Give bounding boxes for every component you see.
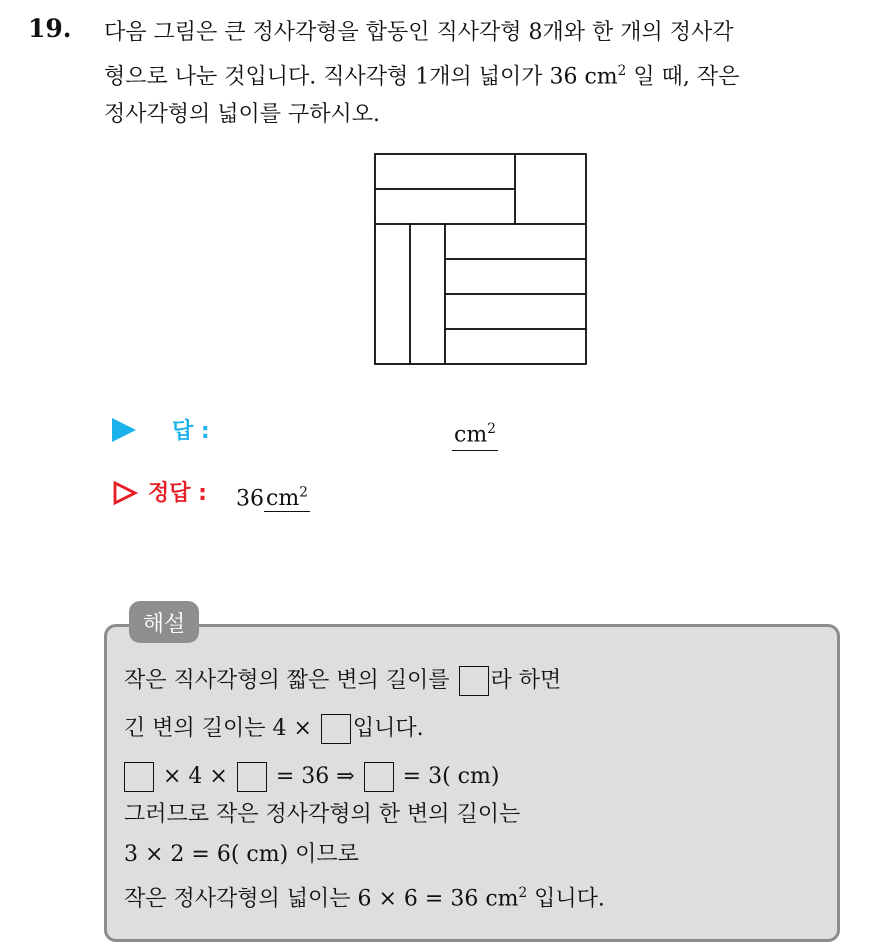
answer-input-unit[interactable]: $cm^2$	[452, 414, 498, 451]
answer-row	[112, 414, 532, 448]
question-line-3: 정사각형의 넓이를 구하시오.	[104, 102, 381, 128]
square-figure	[374, 153, 588, 367]
rect-horizontal-1	[445, 224, 586, 259]
correct-arrow-icon	[112, 480, 138, 506]
blank-box	[321, 714, 351, 744]
question-line-2: 형으로 나눈 것입니다. 직사각형 1개의 넓이가 36 $cm^2$ 일 때, 작은	[104, 63, 740, 90]
question-number: 19.	[28, 14, 72, 43]
explanation-line-6: 작은 정사각형의 넓이는 6 × 6 = 36 $cm^2$ 입니다.	[124, 885, 605, 912]
explanation-line-2: 긴 변의 길이는 4 × 입니다.	[124, 712, 424, 746]
blank-box	[124, 762, 154, 792]
blank-box	[364, 762, 394, 792]
correct-label: 정답 :	[148, 481, 207, 506]
rect-top-2	[375, 189, 515, 224]
rect-vertical-2	[410, 224, 445, 364]
question-text	[104, 14, 864, 134]
correct-value: $36cm^2$	[236, 485, 308, 512]
rect-horizontal-2	[445, 259, 586, 294]
explanation-line-1: 작은 직사각형의 짧은 변의 길이를 라 하면	[124, 664, 561, 698]
explanation-line-4: 그러므로 작은 정사각형의 한 변의 길이는	[124, 802, 521, 827]
explanation-tab: 해설	[129, 601, 199, 643]
rect-top-right	[515, 154, 586, 224]
correct-answer-row	[112, 476, 532, 512]
rect-horizontal-4	[445, 329, 586, 364]
explanation-line-5: 3 × 2 = 6( cm) 이므로	[124, 842, 359, 867]
rect-vertical-1	[375, 224, 410, 364]
explanation-line-3: × 4 × = 36 ⇒ = 3( cm)	[124, 760, 499, 794]
answer-arrow-icon	[112, 418, 136, 442]
rect-horizontal-3	[445, 294, 586, 329]
blank-box	[459, 666, 489, 696]
rect-top-1	[375, 154, 515, 189]
answer-label: 답 :	[172, 419, 210, 444]
blank-box	[237, 762, 267, 792]
question-line-1: 다음 그림은 큰 정사각형을 합동인 직사각형 8개와 한 개의 정사각	[104, 20, 734, 45]
